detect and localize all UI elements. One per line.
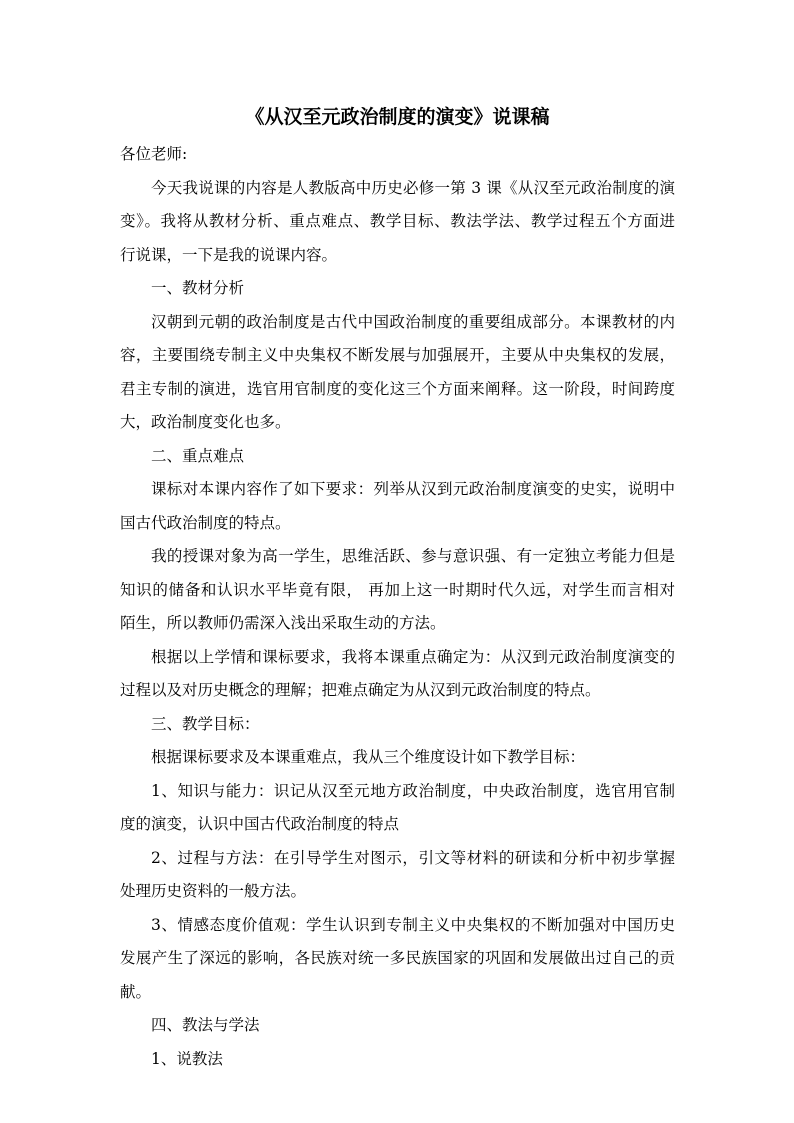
text-line: 陌生，所以教师仍需深入浅出采取生动的方法。 [120,614,446,632]
text-line: 过程以及对历史概念的理解；把难点确定为从汉到元政治制度的特点。 [120,681,601,699]
text-line: 容，主要围绕专制主义中央集权不断发展与加强展开，主要从中央集权的发展， [120,346,675,364]
text-line: 行说课，一下是我的说课内容。 [120,245,338,264]
text-line: 发展产生了深远的影响，各民族对统一多民族国家的巩固和发展做出过自己的贡 [120,949,675,967]
document-body [120,138,675,1076]
text-line: 三、教学目标： [151,714,260,733]
text-line: 汉朝到元朝的政治制度是古代中国政治制度的重要组成部分。本课教材的内 [151,312,675,331]
text-line: 处理历史资料的一般方法。 [120,882,307,900]
text-line: 知识的储备和认识水平毕竟有限， 再加上这一时期时代久远，对学生而言相对 [120,580,675,599]
text-line: 我的授课对象为高一学生，思维活跃、参与意识强、有一定独立考能力但是 [151,547,675,565]
text-line: 二、重点难点 [151,446,245,465]
text-line: 一、教材分析 [151,279,245,297]
text-line: 课标对本课内容作了如下要求：列举从汉到元政治制度演变的史实，说明中 [151,480,675,498]
text-line: 根据课标要求及本课重难点，我从三个维度设计如下教学目标： [151,748,586,766]
text-line: 根据以上学情和课标要求，我将本课重点确定为：从汉到元政治制度演变的 [151,647,675,666]
text-line: 四、教法与学法 [151,1016,260,1034]
text-line: 献。 [120,982,152,1001]
text-line: 2、过程与方法：在引导学生对图示，引文等材料的研读和分析中初步掌握 [151,848,675,867]
text-line: 度的演变，认识中国古代政治制度的特点 [120,815,400,833]
document-title: 《从汉至元政治制度的演变》说课稿 [245,106,550,128]
text-line: 今天我说课的内容是人教版高中历史必修一第 3 课《从汉至元政治制度的演 [151,178,675,197]
text-line: 君主专制的演进，选官用官制度的变化这三个方面来阐释。这一阶段，时间跨度 [120,379,675,398]
text-line: 变》。我将从教材分析、重点难点、教学目标、教法学法、教学过程五个方面进 [120,212,675,230]
text-line: 国古代政治制度的特点。 [120,513,291,532]
text-line: 各位老师: [120,145,188,163]
text-line: 1、说教法 [151,1049,223,1068]
text-line: 3、情感态度价值观：学生认识到专制主义中央集权的不断加强对中国历史 [151,915,675,934]
document-page [120,100,675,1076]
text-line: 大，政治制度变化也多。 [120,413,291,431]
text-line: 1、知识与能力：识记从汉至元地方政治制度，中央政治制度，选官用官制 [151,781,675,800]
